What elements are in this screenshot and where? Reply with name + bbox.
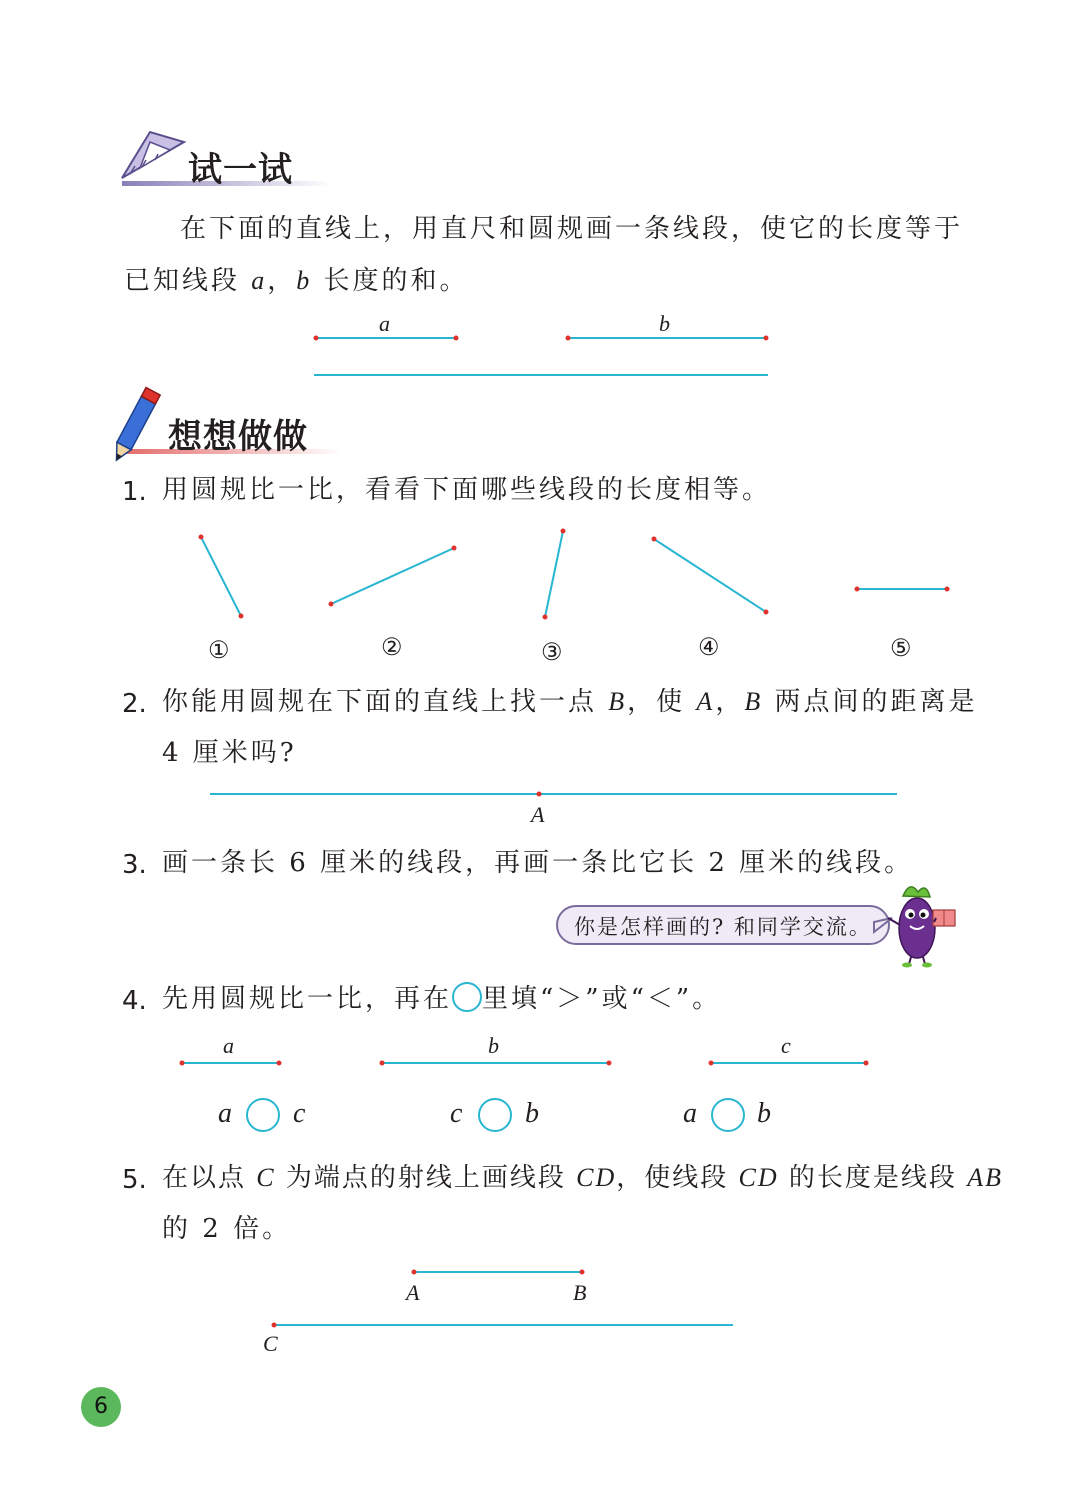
q4-number: 4. <box>122 986 147 1016</box>
q2-text-line2: 4 厘米吗? <box>162 738 297 768</box>
q4-comparison-3-left: a <box>683 1098 697 1129</box>
q4-comparison-1-right: c <box>293 1098 306 1129</box>
q5-label-B: B <box>573 1280 587 1305</box>
q1-label-4: ④ <box>698 633 720 661</box>
q5-point-B <box>580 1270 585 1275</box>
text-part: ，使线段 <box>616 1163 739 1193</box>
q3-text: 画一条长 6 厘米的线段，再画一条比它长 2 厘米的线段。 <box>162 848 914 878</box>
q1-label-2: ② <box>381 633 403 661</box>
q4-segment-c-label: c <box>781 1033 791 1058</box>
var-CD: CD <box>738 1163 779 1192</box>
q5-point-A <box>412 1270 417 1275</box>
q5-text-line2: 的 2 倍。 <box>162 1214 292 1244</box>
var-AB: AB <box>967 1163 1003 1192</box>
section-title-practice: 想想做做 <box>168 417 308 457</box>
section-title-try: 试一试 <box>188 150 293 190</box>
text-part: 里填“＞”或“＜”。 <box>482 984 722 1014</box>
segment-a-label: a <box>379 311 390 336</box>
q1-text: 用圆规比一比，看看下面哪些线段的长度相等。 <box>162 475 772 505</box>
q2-number: 2. <box>122 689 147 719</box>
q5-label-A: A <box>406 1280 420 1305</box>
q4-comparison-2-right: b <box>525 1098 539 1129</box>
q4-comparison-2-left: c <box>450 1098 463 1129</box>
q4-segment-a-label: a <box>223 1033 234 1058</box>
q1-label-3: ③ <box>541 638 563 666</box>
text-part: 的长度是线段 <box>778 1163 968 1193</box>
text-part: ，使 <box>627 687 697 717</box>
text-part: 已知线段 <box>124 266 252 296</box>
text-part: 先用圆规比一比，再在 <box>162 984 453 1014</box>
q4-segment-b-label: b <box>488 1033 499 1058</box>
speech-bubble: 你是怎样画的? 和同学交流。 <box>556 905 890 945</box>
var-CD: CD <box>576 1163 617 1192</box>
page-number-badge: 6 <box>81 1387 121 1427</box>
q3-number: 3. <box>122 850 147 880</box>
var-C: C <box>256 1163 276 1192</box>
var-a: a <box>251 266 268 295</box>
q5-point-C <box>272 1323 277 1328</box>
text-part: 在以点 <box>162 1163 257 1193</box>
q2-point-A-label: A <box>531 802 545 827</box>
var-b: b <box>296 266 313 295</box>
q1-label-1: ① <box>208 636 230 664</box>
q1-label-5: ⑤ <box>890 634 912 662</box>
var-A: A <box>696 687 716 716</box>
q5-number: 5. <box>122 1165 147 1195</box>
section1-text-line1: 在下面的直线上，用直尺和圆规画一条线段，使它的长度等于 <box>180 214 964 244</box>
q5-label-C: C <box>263 1331 278 1356</box>
q4-comparison-3-right: b <box>757 1098 771 1129</box>
text-part: 长度的和。 <box>312 266 469 296</box>
var-B: B <box>608 687 628 716</box>
text-comma: ， <box>267 266 297 296</box>
q4-comparison-1-left: a <box>218 1098 232 1129</box>
segment-b-label: b <box>659 311 670 336</box>
q1-number: 1. <box>122 477 147 507</box>
var-B: B <box>744 687 764 716</box>
text-comma: ， <box>715 687 745 717</box>
text-part: 你能用圆规在下面的直线上找一点 <box>162 687 609 717</box>
text-part: 两点间的距离是 <box>763 687 978 717</box>
text-part: 为端点的射线上画线段 <box>275 1163 577 1193</box>
